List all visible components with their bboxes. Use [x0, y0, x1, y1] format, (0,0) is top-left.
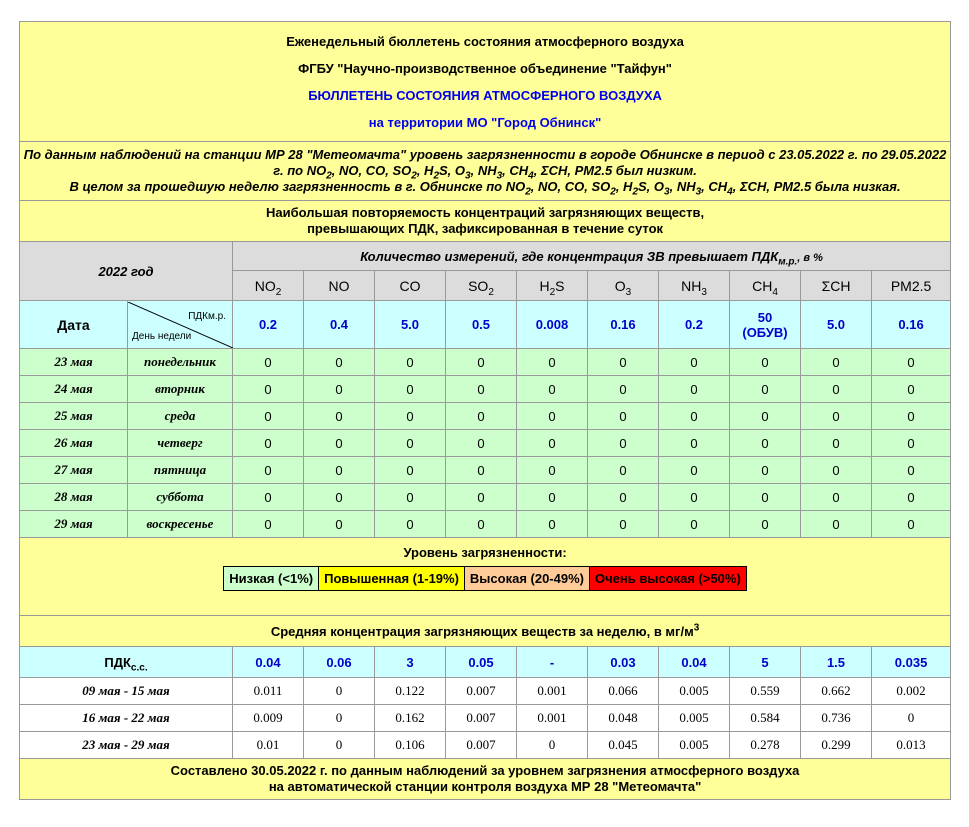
row-date: 23 мая	[20, 349, 128, 376]
pollutant-header: $CH_4$	[730, 271, 801, 301]
row-value: 0	[872, 349, 951, 376]
row-weekday: воскресенье	[128, 511, 233, 538]
row-value: 0.013	[872, 732, 951, 759]
row-value: 0	[659, 403, 730, 430]
diagonal-header-cell	[128, 301, 233, 349]
row-value: 0	[446, 430, 517, 457]
pollutant-header: $SO_2$	[446, 271, 517, 301]
row-value: 0	[801, 457, 872, 484]
daily-rows	[20, 349, 951, 538]
section1-title: Наибольшая повторяемость концентраций загрязняющих веществ, превышающих ПДК, зафиксированная в течение суток	[20, 201, 951, 242]
row-value: 0	[517, 403, 588, 430]
row-value: 0	[872, 376, 951, 403]
row-value: 0.007	[446, 732, 517, 759]
pdk-ss-value: 5	[730, 647, 801, 678]
table-row	[20, 430, 951, 457]
row-value: 0.559	[730, 678, 801, 705]
row-value: 0.584	[730, 705, 801, 732]
section2-title: Средняя концентрация загрязняющих веществ за неделю, в $мг/м^3$	[20, 616, 951, 647]
row-value: 0	[233, 457, 304, 484]
diagonal-day-label: День недели	[132, 330, 192, 342]
row-date: 24 мая	[20, 376, 128, 403]
row-value: 0	[872, 705, 951, 732]
row-value: 0	[872, 457, 951, 484]
row-value: 0	[872, 430, 951, 457]
row-period: 16 мая - 22 мая	[20, 705, 233, 732]
pdk-ss-label: $ПДК_{с.с.}$	[20, 647, 233, 678]
pdk-mr-value: 50 (ОБУВ)	[730, 301, 801, 349]
row-value: 0	[304, 457, 375, 484]
row-value: 0	[659, 457, 730, 484]
row-weekday: пятница	[128, 457, 233, 484]
row-value: 0	[801, 430, 872, 457]
row-value: 0	[659, 349, 730, 376]
row-value: 0	[801, 403, 872, 430]
row-value: 0	[517, 732, 588, 759]
date-column-label: Дата	[20, 301, 128, 349]
row-value: 0	[517, 484, 588, 511]
row-value: 0	[304, 403, 375, 430]
table-row	[20, 511, 951, 538]
row-value: 0	[588, 376, 659, 403]
row-weekday: среда	[128, 403, 233, 430]
row-value: 0	[375, 484, 446, 511]
row-weekday: понедельник	[128, 349, 233, 376]
row-value: 0	[446, 457, 517, 484]
row-value: 0.011	[233, 678, 304, 705]
row-value: 0	[517, 511, 588, 538]
table-row	[20, 457, 951, 484]
row-value: 0.278	[730, 732, 801, 759]
table-row	[20, 484, 951, 511]
pollutant-header: $NO_2$	[233, 271, 304, 301]
pdk-mr-value: 0.008	[517, 301, 588, 349]
row-value: 0	[801, 349, 872, 376]
pdk-ss-value: 0.06	[304, 647, 375, 678]
row-value: 0	[375, 511, 446, 538]
row-value: 0.045	[588, 732, 659, 759]
row-value: 0	[304, 678, 375, 705]
row-value: 0	[517, 457, 588, 484]
pollutant-header: $NH_3$	[659, 271, 730, 301]
pollutant-header: $H_2S$	[517, 271, 588, 301]
row-value: 0	[304, 349, 375, 376]
row-value: 0	[304, 511, 375, 538]
row-value: 0	[872, 403, 951, 430]
row-value: 0	[233, 403, 304, 430]
row-value: 0.002	[872, 678, 951, 705]
row-value: 0	[304, 705, 375, 732]
intro-paragraph-2: В целом за прошедшую неделю загрязненность в г. Обнинске по $NO_2$, NO, CO, $SO_2$, $H_2S$, $O_3$, $NH_3$, $CH_4$, ΣCH, PM2.5 была низкая.	[69, 179, 901, 198]
row-value: 0	[375, 403, 446, 430]
row-value: 0	[233, 376, 304, 403]
legend-item: Очень высокая (>50%)	[589, 567, 746, 591]
row-value: 0	[730, 457, 801, 484]
pdk-ss-value: 0.04	[233, 647, 304, 678]
table-row	[20, 705, 951, 732]
row-value: 0	[730, 349, 801, 376]
pdk-mr-value: 0.5	[446, 301, 517, 349]
measure-title: Количество измерений, где концентрация ЗВ превышает $ПДК_{м.р.}$, в %	[233, 242, 951, 271]
row-value: 0	[659, 430, 730, 457]
table-row	[20, 678, 951, 705]
row-value: 0	[588, 457, 659, 484]
row-date: 27 мая	[20, 457, 128, 484]
table-row	[20, 403, 951, 430]
row-value: 0	[446, 349, 517, 376]
row-period: 23 мая - 29 мая	[20, 732, 233, 759]
row-value: 0	[375, 457, 446, 484]
row-value: 0	[801, 511, 872, 538]
row-weekday: четверг	[128, 430, 233, 457]
row-value: 0.01	[233, 732, 304, 759]
row-value: 0	[588, 511, 659, 538]
row-date: 28 мая	[20, 484, 128, 511]
legend-item: Повышенная (1-19%)	[319, 567, 465, 591]
row-value: 0	[446, 403, 517, 430]
row-value: 0	[304, 732, 375, 759]
row-value: 0	[801, 376, 872, 403]
row-value: 0	[588, 484, 659, 511]
table-row	[20, 349, 951, 376]
row-value: 0	[233, 511, 304, 538]
row-value: 0.007	[446, 705, 517, 732]
row-date: 26 мая	[20, 430, 128, 457]
diagonal-pdk-label: ПДКм.р.	[188, 310, 226, 322]
row-value: 0	[304, 376, 375, 403]
bulletin-footer	[20, 759, 951, 800]
row-value: 0	[730, 511, 801, 538]
pdk-ss-value: -	[517, 647, 588, 678]
pollutant-header: NO	[304, 271, 375, 301]
year-label: 2022 год	[20, 242, 233, 301]
legend-table	[223, 566, 747, 591]
row-value: 0	[588, 403, 659, 430]
row-weekday: суббота	[128, 484, 233, 511]
row-value: 0	[517, 430, 588, 457]
pdk-mr-value: 0.2	[233, 301, 304, 349]
row-value: 0	[659, 484, 730, 511]
pdk-ss-value: 0.03	[588, 647, 659, 678]
pdk-mr-value: 0.16	[588, 301, 659, 349]
pdk-ss-value: 0.035	[872, 647, 951, 678]
row-value: 0.048	[588, 705, 659, 732]
row-value: 0	[446, 511, 517, 538]
row-value: 0	[517, 376, 588, 403]
pdk-mr-row	[20, 301, 951, 349]
row-value: 0	[233, 430, 304, 457]
pdk-ss-value: 0.04	[659, 647, 730, 678]
row-value: 0	[730, 376, 801, 403]
row-value: 0	[375, 349, 446, 376]
pdk-ss-row	[20, 647, 951, 678]
pdk-mr-value: 0.4	[304, 301, 375, 349]
row-value: 0	[801, 484, 872, 511]
footer-line-2: на автоматической станции контроля воздуха МР 28 "Метеомачта"	[268, 779, 702, 794]
row-value: 0	[446, 484, 517, 511]
pdk-ss-value: 3	[375, 647, 446, 678]
row-value: 0	[233, 484, 304, 511]
row-value: 0	[730, 430, 801, 457]
row-value: 0	[872, 484, 951, 511]
legend-item: Высокая (20-49%)	[464, 567, 589, 591]
bulletin-table	[19, 21, 951, 800]
row-value: 0.001	[517, 705, 588, 732]
pdk-ss-value: 1.5	[801, 647, 872, 678]
pollutant-header: ΣCH	[801, 271, 872, 301]
row-value: 0.066	[588, 678, 659, 705]
header-bulletin-title: БЮЛЛЕТЕНЬ СОСТОЯНИЯ АТМОСФЕРНОГО ВОЗДУХА	[308, 87, 662, 103]
row-value: 0	[304, 430, 375, 457]
row-value: 0	[730, 403, 801, 430]
row-value: 0	[588, 349, 659, 376]
pdk-ss-value: 0.05	[446, 647, 517, 678]
row-value: 0.005	[659, 678, 730, 705]
footer-line-1: Составлено 30.05.2022 г. по данным наблюдений за уровнем загрязнения атмосферного воздуха	[170, 763, 800, 778]
row-value: 0.005	[659, 732, 730, 759]
table-row	[20, 376, 951, 403]
table-row	[20, 732, 951, 759]
pdk-mr-value: 5.0	[801, 301, 872, 349]
pdk-mr-value: 0.16	[872, 301, 951, 349]
row-value: 0.662	[801, 678, 872, 705]
row-value: 0.106	[375, 732, 446, 759]
row-value: 0.007	[446, 678, 517, 705]
bulletin-header	[20, 22, 951, 142]
row-value: 0	[872, 511, 951, 538]
row-date: 29 мая	[20, 511, 128, 538]
legend-item: Низкая (<1%)	[224, 567, 319, 591]
row-value: 0.009	[233, 705, 304, 732]
row-value: 0.001	[517, 678, 588, 705]
pdk-mr-value: 0.2	[659, 301, 730, 349]
row-value: 0	[588, 430, 659, 457]
pdk-mr-value: 5.0	[375, 301, 446, 349]
row-value: 0	[446, 376, 517, 403]
intro-paragraph-1: По данным наблюдений на станции МР 28 "Метеомачта" уровень загрязненности в городе Обнинске в период с 23.05.2022 г. по 29.05.2022 г. по $NO_2$, NO, CO, $SO_2$, $H_2S$, $O_3$, $NH_3$, $CH_4$, ΣCH, PM2.5 был низким.	[23, 147, 947, 182]
row-value: 0.005	[659, 705, 730, 732]
row-value: 0	[304, 484, 375, 511]
row-value: 0	[375, 430, 446, 457]
row-value: 0.162	[375, 705, 446, 732]
row-value: 0	[659, 511, 730, 538]
row-value: 0.122	[375, 678, 446, 705]
row-value: 0.299	[801, 732, 872, 759]
bulletin	[19, 21, 951, 800]
pdk-ch4-note: (ОБУВ)	[742, 324, 788, 340]
row-value: 0	[730, 484, 801, 511]
pollutant-header: $O_3$	[588, 271, 659, 301]
row-value: 0	[517, 349, 588, 376]
legend-section	[20, 538, 951, 616]
row-weekday: вторник	[128, 376, 233, 403]
row-period: 09 мая - 15 мая	[20, 678, 233, 705]
row-value: 0	[233, 349, 304, 376]
row-value: 0	[375, 376, 446, 403]
weekly-rows	[20, 678, 951, 759]
row-value: 0.736	[801, 705, 872, 732]
header-organization: ФГБУ "Научно-производственное объединение "Тайфун"	[298, 60, 672, 76]
pollutant-header: PM2.5	[872, 271, 951, 301]
row-value: 0	[659, 376, 730, 403]
pollutant-header: CO	[375, 271, 446, 301]
header-territory: на территории МО "Город Обнинск"	[368, 114, 602, 130]
row-date: 25 мая	[20, 403, 128, 430]
header-title: Еженедельный бюллетень состояния атмосферного воздуха	[286, 33, 684, 49]
intro-text	[20, 142, 951, 201]
legend-title: Уровень загрязненности:	[403, 545, 567, 560]
